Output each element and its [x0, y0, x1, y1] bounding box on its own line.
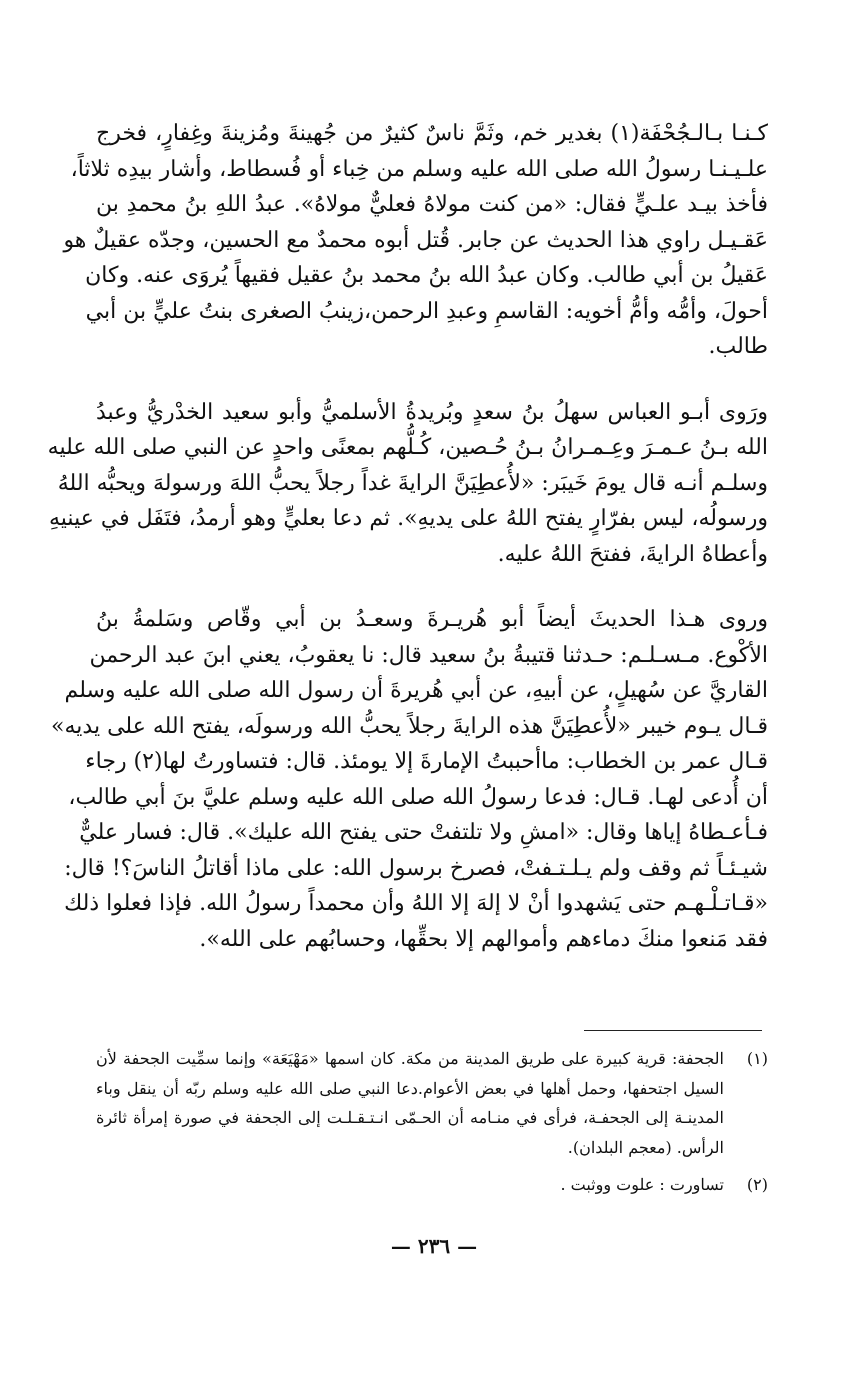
main-text	[47, 116, 769, 957]
footnote-line: الجحفة: قرية كبيرة على طريق المدينة من مكة. كان اسمها «مَهْيَعَة» وإنما سمِّيت الجحفة لأن	[96, 1049, 724, 1068]
footnotes	[96, 1044, 768, 1208]
text-line: عَقيلُ بن أبي طالب. وكان عبدُ الله بنُ محمد بنُ عقيل فقيهاً يُروَى عنه. وكان	[85, 263, 768, 288]
paragraph-2	[47, 395, 768, 573]
text-line: شيـئـاً ثم وقف ولم يـلـتـفتْ، فصرخ برسول الله: على ماذا أقاتلُ الناسَ؟! قال:	[64, 855, 768, 881]
text-line: كـنـا بـالـجُحْفَة(١) بغدير خم، وثَمَّ ناسٌ كثيرٌ من جُهينةَ ومُزينةَ وغِفارٍ، فخرج	[96, 121, 769, 146]
page-number: — ٢٣٦ —	[390, 1234, 478, 1258]
text-line: طالب.	[708, 334, 768, 359]
footnote-line: الرأس. (معجم البلدان).	[567, 1137, 724, 1157]
paragraph-1	[63, 116, 769, 365]
text-line: القاريَّ عن سُهيلٍ، عن أبيهِ، عن أبي هُريرةَ أن رسول الله صلى الله عليه وسلم	[64, 678, 768, 703]
text-line: فأخذ بيـد علـيٍّ فقال: «من كنت مولاهُ فعليٌّ مولاهُ». عبدُ اللهِ بنُ محمدِ بن	[96, 192, 768, 217]
paragraph-3	[51, 602, 768, 957]
text-line: الله بـنُ عـمـرَ وعِـمـرانُ بـنُ حُـصين، كُـلُّهم بمعنًى واحدٍ عن النبي صلى الله عليه	[47, 435, 768, 460]
text-line: ورسولُه، ليس بفرّارٍ يفتح اللهُ على يديهِ». ثم دعا بعليٍّ وهو أرمدُ، فتَفَل في عينيهِ	[49, 506, 768, 531]
text-line: أحولَ، وأمُّه وأمُّ أخويه: القاسمِ وعبدِ الرحمن،زينبُ الصغرى بنتُ عليٍّ بن أبي	[85, 298, 768, 324]
footnote-number: (٢)	[746, 1175, 768, 1194]
text-line: فقد مَنعوا منكَ دماءهم وأموالهم إلا بحقِّها، وحسابُهم على الله».	[199, 926, 768, 952]
footnote-1	[96, 1044, 768, 1162]
footnote-text	[96, 1044, 724, 1162]
paragraph-gap	[96, 572, 768, 602]
footnote-number: (١)	[746, 1049, 768, 1068]
footnote-text	[96, 1170, 724, 1200]
text-line: «قـاتـلْـهـم حتى يَشهدوا أنْ لا إلهَ إلا اللهُ وأن محمداً رسولُ الله. فإذا فعلوا ذلك	[64, 891, 768, 916]
footnote-2	[96, 1170, 768, 1200]
text-line: ورَوى أبـو العباس سهلُ بنُ سعدٍ وبُريدةُ الأسلميُّ وأبو سعيد الخدْريُّ وعبدُ	[96, 399, 768, 425]
text-line: فـأعـطاهُ إياها وقال: «امشِ ولا تلتفتْ حتى يفتح الله عليك». قال: فسار عليٌّ	[79, 820, 768, 845]
text-line: أن أُدعى لهـا. قـال: فدعا رسولُ الله صلى الله عليه وسلم عليَّ بنَ أبي طالب،	[68, 784, 768, 810]
footnote-line: السيل اجتحفها، وحمل أهلها في بعض الأعوام.دعا النبي صلى الله عليه وسلم ربّه أن ينقل وباء	[96, 1078, 724, 1098]
text-line: وأعطاهُ الرايةَ، ففتحَ اللهُ عليه.	[497, 541, 768, 567]
footnote-line: المدينـة إلى الجحفـة، فرأى في منـامه أن الحـمّى انـتـقـلـت إلى الجحفة في صورة إمرأة ثائرة	[96, 1108, 724, 1127]
footnote-line: تساورت : علوت ووثبت .	[560, 1175, 724, 1194]
text-line: وسلـم أنـه قال يومَ خَيبَر: «لأُعطِيَنَّ الرايةَ غداً رجلاً يحبُّ اللهَ ورسولهَ ويحبُّه اللهُ	[57, 470, 768, 496]
paragraph-gap	[96, 365, 768, 395]
footnote-divider	[584, 1030, 762, 1031]
text-line: قـال عمر بن الخطاب: ماأحببتُ الإمارةَ إلا يومئذ. قال: فتساورتُ لها(٢) رجاء	[85, 749, 768, 774]
text-line: عَقـيـل راوي هذا الحديث عن جابر. قُتل أبوه محمدٌ مع الحسين، وجدّه عقيلٌ هو	[63, 227, 768, 253]
text-line: قـال يـوم خيبر «لأُعطِيَنَّ هذه الرايةَ رجلاً يحبُّ الله ورسولَه، يفتح الله على يديه»	[51, 713, 768, 739]
text-line: علـيـنـا رسولُ الله صلى الله عليه وسلم من خِباء أو فُسطاط، وأشار بيدِه ثلاثاً،	[70, 156, 768, 182]
text-line: الأكْوع. مـسـلـم: حـدثنا قتيبةُ بنُ سعيد قال: نا يعقوبُ، يعني ابنَ عبد الرحمن	[89, 642, 768, 668]
text-line: وروى هـذا الحديثَ أيضاً أبو هُريـرةَ وسعـدُ بن أبي وقّاص وسَلمةُ بنُ	[96, 607, 768, 632]
